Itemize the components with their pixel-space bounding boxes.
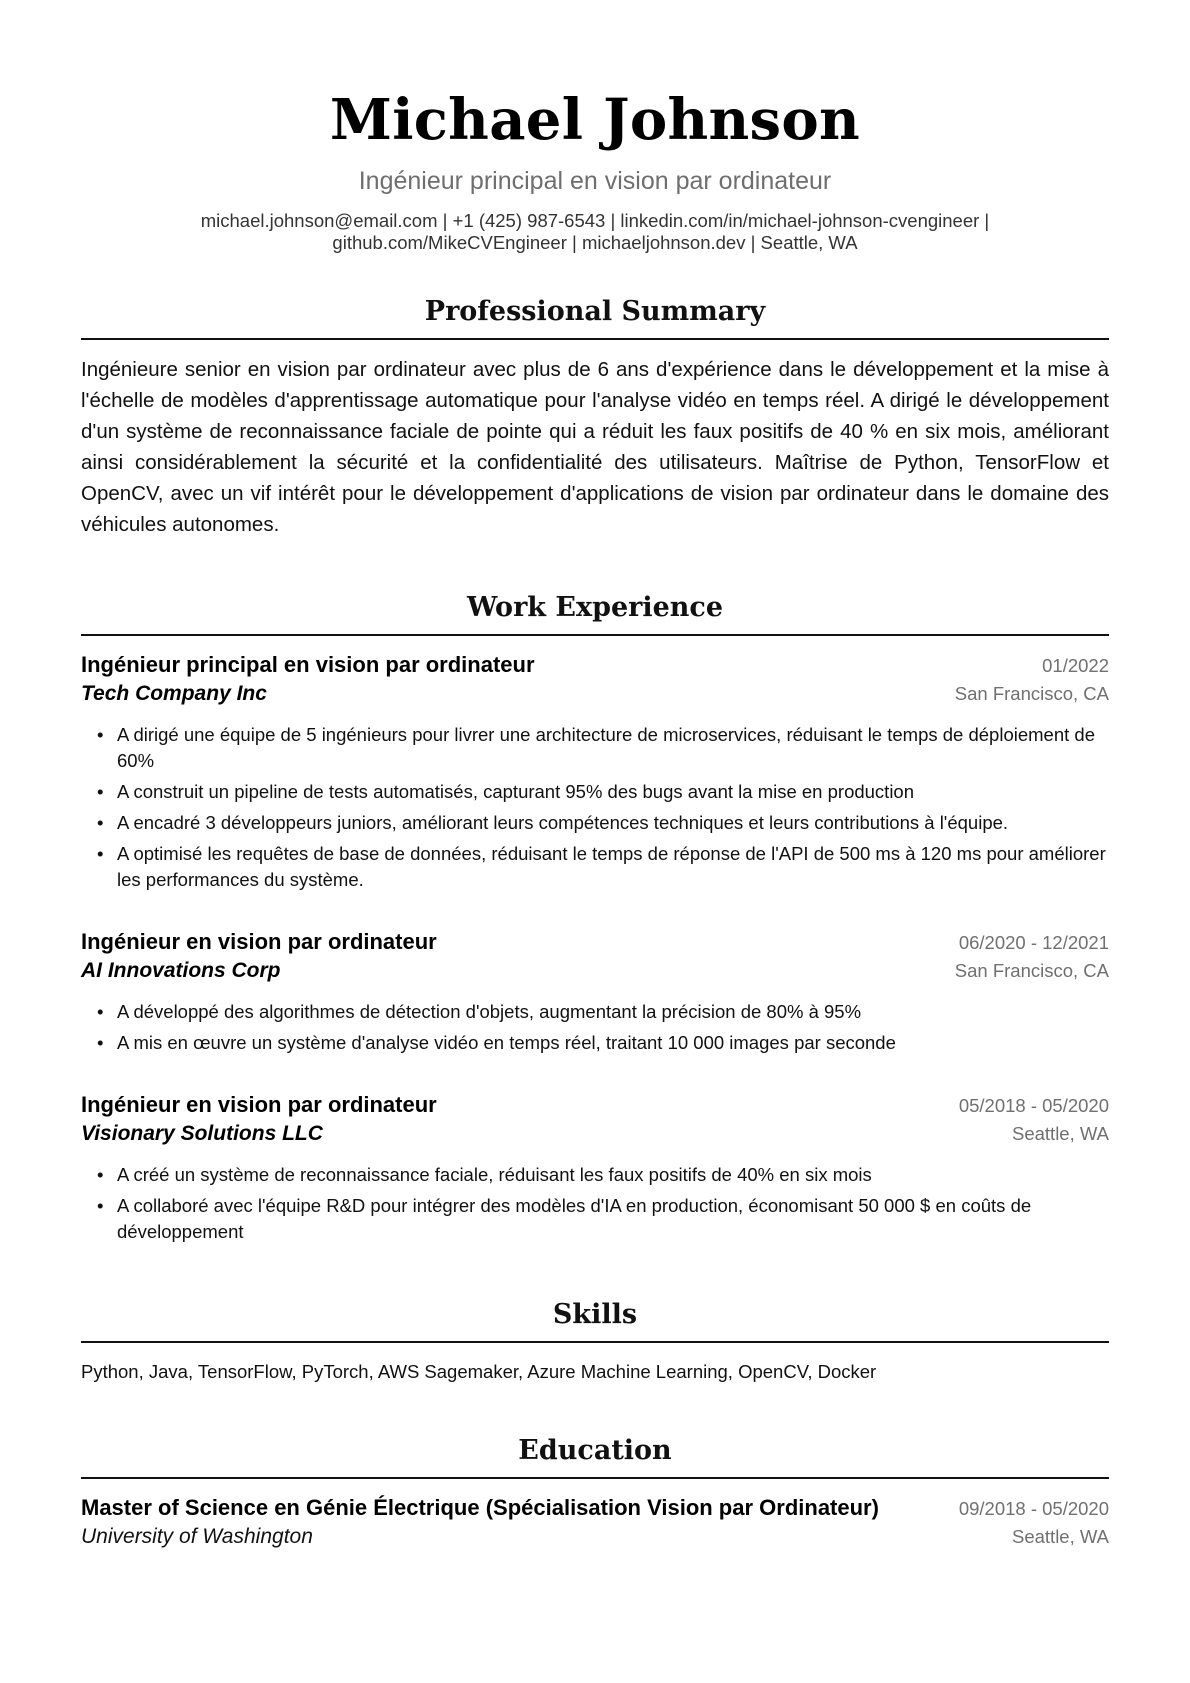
job-bullet: • A développé des algorithmes de détection d'objets, augmentant la précision de 80% à 95% (117, 999, 1109, 1025)
job-bullet: • A collaboré avec l'équipe R&D pour intégrer des modèles d'IA en production, économisant 50 000 $ en coûts de développement (117, 1193, 1109, 1245)
education-heading: Education (81, 1435, 1109, 1479)
job-bullet: • A optimisé les requêtes de base de données, réduisant le temps de réponse de l'API de 500 ms à 120 ms pour améliorer les performances du système. (117, 841, 1109, 893)
contact-info (81, 210, 1109, 254)
job-title: Ingénieur en vision par ordinateur (81, 929, 437, 954)
summary-text: Ingénieure senior en vision par ordinateur avec plus de 6 ans d'expérience dans le développement et la mise à l'échelle de modèles d'apprentissage automatique pour l'analyse vidéo en temps réel. A dirigé le développement d'un système de reconnaissance faciale de pointe qui a réduit les faux positifs de 40 % en six mois, améliorant ainsi considérablement la sécurité et la confidentialité des utilisateurs. Maîtrise de Python, TensorFlow et OpenCV, avec un vif intérêt pour le développement d'applications de vision par ordinateur dans le domaine des véhicules autonomes. (81, 358, 1109, 536)
education-date: 09/2018 - 05/2020 (958, 1498, 1109, 1519)
contact-line-1: michael.johnson@email.com | +1 (425) 987-6543 | linkedin.com/in/michael-johnson-cvengineer | (200, 210, 990, 231)
job-date: 05/2018 - 05/2020 (958, 1095, 1109, 1116)
education-location: Seattle, WA (1012, 1526, 1109, 1547)
company-name: Visionary Solutions LLC (81, 1122, 323, 1145)
candidate-name: Michael Johnson (329, 87, 861, 153)
job-bullet: • A dirigé une équipe de 5 ingénieurs pour livrer une architecture de microservices, réduisant le temps de déploiement de 60% (117, 722, 1109, 774)
job-bullet: • A construit un pipeline de tests automatisés, capturant 95% des bugs avant la mise en production (117, 779, 1109, 805)
summary-heading: Professional Summary (81, 296, 1109, 340)
job-bullet: • A mis en œuvre un système d'analyse vidéo en temps réel, traitant 10 000 images par seconde (117, 1030, 1109, 1056)
job-bullets (81, 1162, 1109, 1245)
summary-section (81, 296, 1109, 540)
candidate-title: Ingénieur principal en vision par ordinateur (358, 167, 832, 195)
school-name: University of Washington (81, 1525, 313, 1548)
job-title: Ingénieur en vision par ordinateur (81, 1092, 437, 1117)
company-name: Tech Company Inc (81, 682, 267, 705)
job-entry (81, 650, 1109, 893)
job-bullets (81, 722, 1109, 893)
job-location: San Francisco, CA (954, 960, 1109, 981)
job-title: Ingénieur principal en vision par ordinateur (81, 652, 535, 677)
education-entry (81, 1493, 1109, 1551)
work-experience-heading: Work Experience (81, 592, 1109, 636)
job-bullet: • A créé un système de reconnaissance faciale, réduisant les faux positifs de 40% en six mois (117, 1162, 1109, 1188)
job-bullets (81, 999, 1109, 1056)
degree-title: Master of Science en Génie Électrique (Spécialisation Vision par Ordinateur) (81, 1495, 879, 1520)
contact-line-2: github.com/MikeCVEngineer | michaeljohnson.dev | Seattle, WA (332, 232, 858, 253)
skills-list: Python, Java, TensorFlow, PyTorch, AWS Sagemaker, Azure Machine Learning, OpenCV, Docker (81, 1361, 877, 1382)
job-location: Seattle, WA (1012, 1123, 1109, 1144)
education-section (81, 1435, 1109, 1551)
skills-heading: Skills (81, 1299, 1109, 1343)
work-experience-section (81, 592, 1109, 1245)
resume-header (81, 0, 1109, 254)
job-date: 06/2020 - 12/2021 (958, 932, 1109, 953)
company-name: AI Innovations Corp (81, 959, 281, 982)
job-entry (81, 927, 1109, 1056)
job-bullet: • A encadré 3 développeurs juniors, améliorant leurs compétences techniques et leurs contributions à l'équipe. (117, 810, 1109, 836)
skills-section (81, 1299, 1109, 1385)
job-location: San Francisco, CA (954, 683, 1109, 704)
job-date: 01/2022 (1042, 655, 1109, 676)
job-entry (81, 1090, 1109, 1245)
